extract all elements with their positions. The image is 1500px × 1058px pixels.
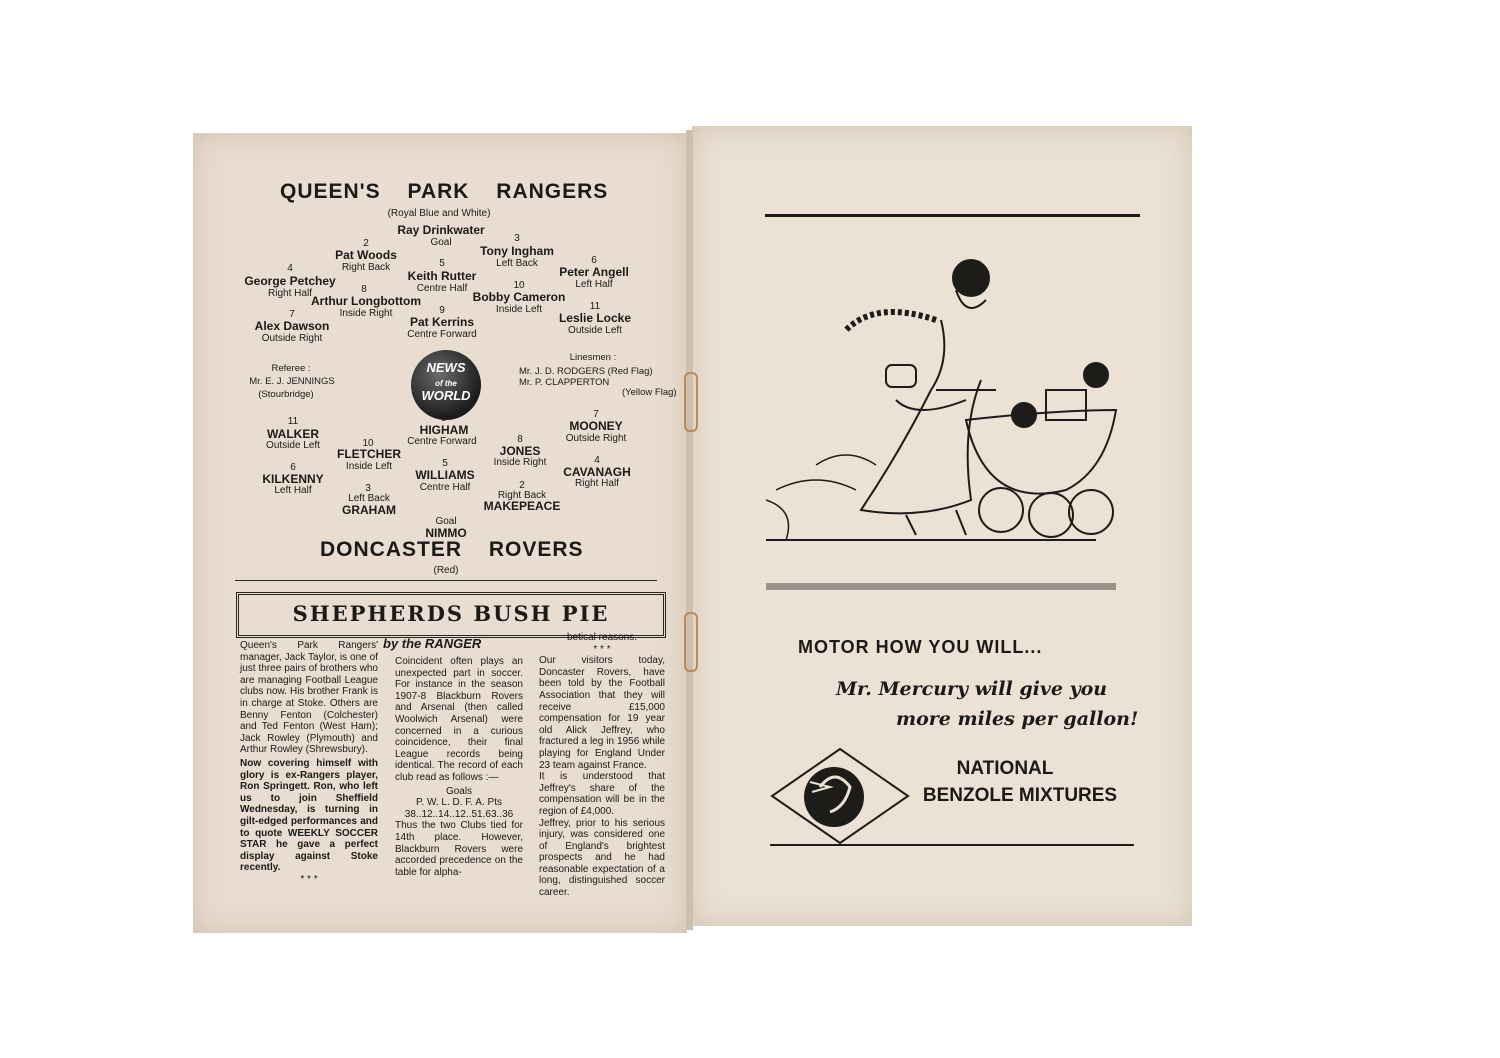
column-3 <box>539 632 665 899</box>
away-ch-num: 5 <box>442 458 448 469</box>
home-lh-num: 6 <box>591 255 597 266</box>
away-team-title: DONCASTER ROVERS <box>320 538 584 561</box>
referee-label: Referee : <box>271 363 311 374</box>
away-lh-name: KILKENNY <box>262 472 324 486</box>
referee-name: Mr. E. J. JENNINGS <box>249 376 335 387</box>
home-cf-pos: Centre Forward <box>407 329 477 340</box>
table-head: P. W. L. D. F. A. Pts <box>416 797 502 809</box>
byline-prefix: by the <box>383 636 422 651</box>
away-il-name: FLETCHER <box>337 447 401 461</box>
column-3-para-2: It is understood that Jeffrey's share of the compensation will be in the region of £4,000. <box>539 771 665 817</box>
home-team-colours: (Royal Blue and White) <box>387 208 491 219</box>
linesmen-label: Linesmen : <box>569 352 617 363</box>
home-ch-name: Keith Rutter <box>407 269 477 283</box>
byline <box>383 636 481 651</box>
home-or-name: Alex Dawson <box>254 319 330 333</box>
badge-line-2: of the <box>435 379 457 388</box>
home-ir-num: 8 <box>361 284 367 295</box>
away-team-colours: (Red) <box>433 565 459 576</box>
column-1-para-2: Now covering himself with glory is ex-Rangers player, Ron Springett. Ron, who left us to join Sheffield Wednesday, is turning in gilt-edged performances and to quote WEEKLY SOCCER STAR he gave a perfect display against Stoke recently. <box>240 757 378 874</box>
home-ol-pos: Outside Left <box>568 325 622 336</box>
advert-headline: MOTOR HOW YOU WILL... <box>798 637 1043 657</box>
brand-line-1: NATIONAL <box>956 758 1054 779</box>
home-lb-pos: Left Back <box>496 258 538 269</box>
mercury-logo <box>770 747 910 845</box>
column-1-stars: * * * <box>300 873 318 885</box>
column-title: SHEPHERDS BUSH PIE <box>292 601 610 626</box>
away-goal-pos: Goal <box>435 516 457 527</box>
linesman-1: Mr. J. D. RODGERS (Red Flag) <box>519 366 653 377</box>
home-goal-name: Ray Drinkwater <box>397 223 485 237</box>
home-il-name: Bobby Cameron <box>472 290 566 304</box>
away-cf-pos: Centre Forward <box>407 436 477 447</box>
staple-bottom <box>684 612 698 672</box>
home-ir-pos: Inside Right <box>339 308 393 319</box>
away-ir-pos: Inside Right <box>493 457 547 468</box>
away-rb-num: 2 <box>519 480 525 491</box>
home-ol-num: 11 <box>589 301 601 312</box>
away-rh-num: 4 <box>594 455 600 466</box>
staple-top <box>684 372 698 432</box>
home-lb-num: 3 <box>514 233 520 244</box>
home-goal-pos: Goal <box>430 237 452 248</box>
home-or-pos: Outside Right <box>261 333 323 344</box>
advert-slogan-2: more miles per gallon! <box>896 708 1139 730</box>
home-ch-num: 5 <box>439 258 445 269</box>
away-rh-name: CAVANAGH <box>563 465 631 479</box>
column-3-para-3: Jeffrey, prior to his serious injury, was considered one of England's brightest prospects and he had reasonable expectation of a long, distinguished soccer career. <box>539 817 665 899</box>
home-rh-pos: Right Half <box>268 288 312 299</box>
away-il-num: 10 <box>362 438 374 449</box>
away-or-pos: Outside Right <box>565 433 627 444</box>
column-1 <box>240 640 378 885</box>
away-il-pos: Inside Left <box>345 461 393 472</box>
linesman-2: Mr. P. CLAPPERTON <box>519 377 610 388</box>
column-3-top: betical reasons. <box>566 632 638 643</box>
home-rb-num: 2 <box>363 238 369 249</box>
home-lb-name: Tony Ingham <box>480 244 554 258</box>
goals-label: Goals <box>445 785 473 797</box>
away-ol-name: WALKER <box>267 427 319 441</box>
home-or-num: 7 <box>289 309 295 320</box>
home-rb-name: Pat Woods <box>335 248 397 262</box>
linesman-2-flag: (Yellow Flag) <box>622 387 677 398</box>
byline-name: RANGER <box>424 636 482 651</box>
home-rb-pos: Right Back <box>341 262 391 273</box>
advert-slogan-1: Mr. Mercury will give you <box>836 678 1108 700</box>
home-ir-name: Arthur Longbottom <box>311 294 421 308</box>
away-cf-name: HIGHAM <box>419 423 469 437</box>
home-rh-num: 4 <box>287 263 293 274</box>
away-rb-pos: Right Back <box>497 490 547 501</box>
badge-line-3: WORLD <box>421 388 471 403</box>
away-or-num: 7 <box>593 409 599 420</box>
away-goal-name: NIMMO <box>425 526 467 540</box>
column-2-para-1: Coincident often plays an unexpected part in soccer. For instance in the season 1907-8 Blackburn Rovers and Arsenal (then called Woolwich Arsenal) were concerned in a curious coincidence, their final League records being identical. The record of each club read as follows :— <box>395 656 523 783</box>
column-2 <box>395 656 523 878</box>
home-lh-name: Peter Angell <box>559 265 629 279</box>
away-lb-pos: Left Back <box>348 493 390 504</box>
home-lh-pos: Left Half <box>575 279 613 290</box>
column-3-stars: * * * <box>593 643 611 655</box>
divider-rule <box>235 580 657 581</box>
away-ch-name: WILLIAMS <box>415 468 475 482</box>
home-ch-pos: Centre Half <box>416 283 468 294</box>
home-rh-name: George Petchey <box>244 274 336 288</box>
home-il-num: 10 <box>513 280 525 291</box>
brand-line-2: BENZOLE MIXTURES <box>922 785 1118 806</box>
away-lb-name: GRAHAM <box>342 503 396 517</box>
away-rh-pos: Right Half <box>575 478 619 489</box>
away-lh-num: 6 <box>290 462 296 473</box>
home-ol-name: Leslie Locke <box>558 311 632 325</box>
home-cf-num: 9 <box>439 305 445 316</box>
away-ol-num: 11 <box>287 416 299 427</box>
referee-town: (Stourbridge) <box>258 389 314 400</box>
away-rb-name: MAKEPEACE <box>483 499 561 513</box>
badge-line-1: NEWS <box>426 360 466 375</box>
away-ol-pos: Outside Left <box>266 440 320 451</box>
away-cf-num: 9 <box>441 413 447 424</box>
away-ir-name: JONES <box>499 444 541 458</box>
away-lb-num: 3 <box>365 483 371 494</box>
column-2-para-2: Thus the two Clubs tied for 14th place. However, Blackburn Rovers were accorded precedence on the table for alpha- <box>395 820 523 878</box>
column-3-para-1: Our visitors today, Doncaster Rovers, have been told by the Football Association that they will receive £15,000 compensation for 19 year old Alick Jeffrey, who fractured a leg in 1956 while playing for England Under 23 team against France. <box>539 655 665 771</box>
away-ch-pos: Centre Half <box>419 482 471 493</box>
home-il-pos: Inside Left <box>495 304 543 315</box>
advert-top-rule <box>765 214 1140 217</box>
column-1-para-1: Queen's Park Rangers' manager, Jack Taylor, is one of just three pairs of brothers who are managing Football League clubs now. His brother Frank is in charge at Stoke. Others are Benny Fenton (Colchester) and Ted Fenton (West Ham); Jack Rowley (Plymouth) and Arthur Rowley (Shrewsbury). <box>240 640 378 756</box>
away-or-name: MOONEY <box>569 419 623 433</box>
table-row: 38..12..14..12..51.63..36 <box>404 808 514 820</box>
mother-with-pram-illustration <box>766 250 1146 590</box>
away-lh-pos: Left Half <box>274 485 312 496</box>
news-of-the-world-badge <box>411 350 481 420</box>
away-ir-num: 8 <box>517 434 523 445</box>
home-cf-name: Pat Kerrins <box>409 315 475 329</box>
spine <box>686 130 693 930</box>
advert-bottom-rule <box>770 844 1134 846</box>
home-team-title: QUEEN'S PARK RANGERS <box>280 180 609 203</box>
